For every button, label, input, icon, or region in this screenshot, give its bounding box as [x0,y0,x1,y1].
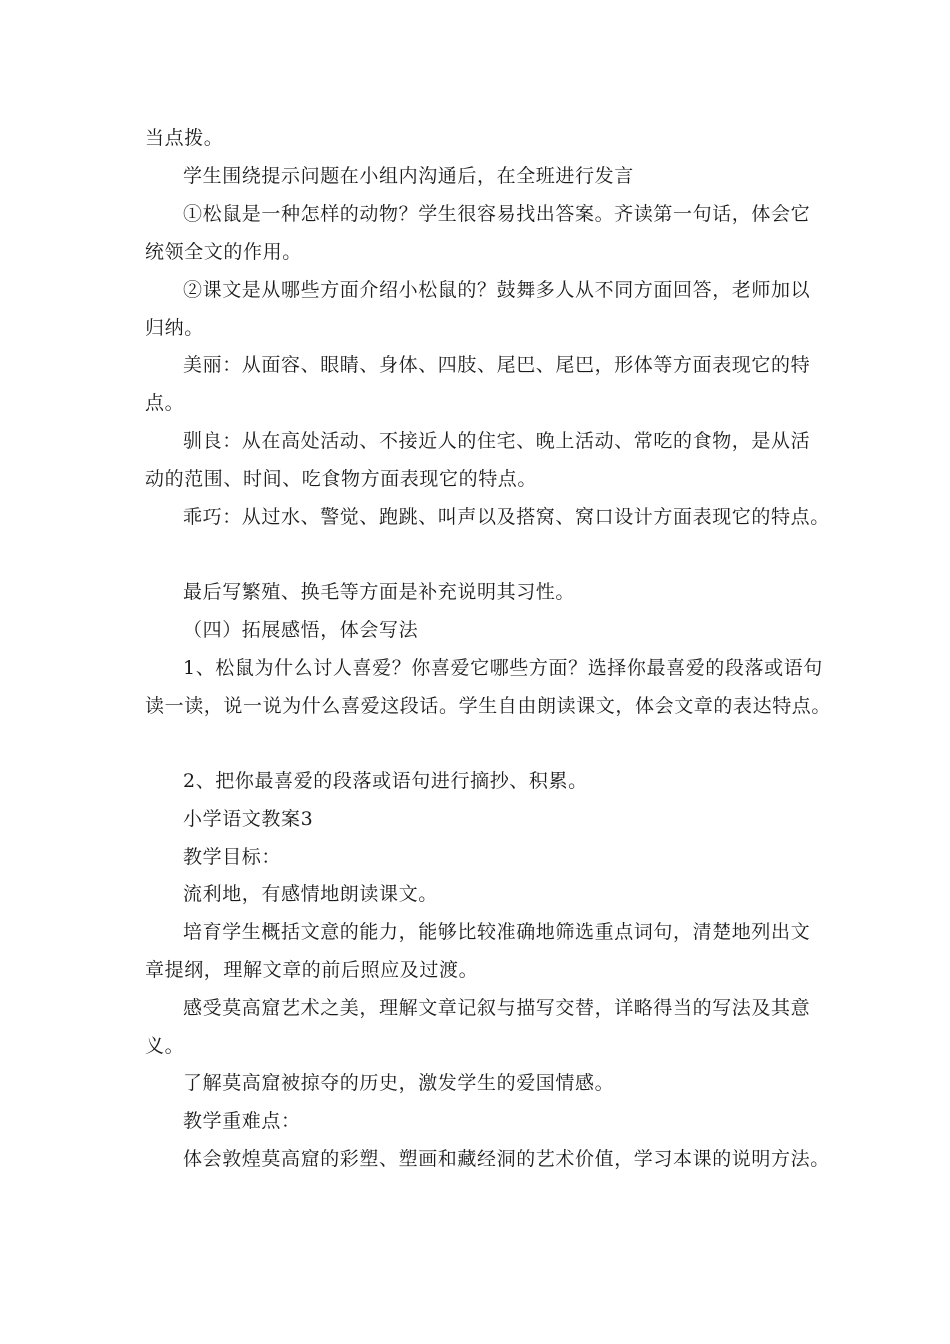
text-line: 美丽：从面容、眼睛、身体、四肢、尾巴、尾巴，形体等方面表现它的特 [183,354,811,376]
text-line: 章提纲，理解文章的前后照应及过渡。 [145,959,479,981]
section-heading: 教学重难点： [183,1110,301,1132]
text-line: 流利地，有感情地朗读课文。 [183,883,438,905]
text-line: 义。 [145,1035,185,1057]
section-heading: （四）拓展感悟，体会写法 [183,619,419,641]
text-line: 2、把你最喜爱的段落或语句进行摘抄、积累。 [183,770,588,792]
text-line: 统领全文的作用。 [145,241,302,263]
text-line: 当点拨。 [145,127,224,149]
section-heading: 小学语文教案3 [183,808,314,830]
text-line: 归纳。 [145,317,204,339]
text-line: 培育学生概括文意的能力，能够比较准确地筛选重点词句，清楚地列出文 [183,921,811,943]
text-line: ①松鼠是一种怎样的动物？学生很容易找出答案。齐读第一句话，体会它 [183,203,811,225]
text-line: 了解莫高窟被掠夺的历史，激发学生的爱国情感。 [183,1072,615,1094]
section-heading: 教学目标： [183,846,282,868]
text-line: 体会敦煌莫高窟的彩塑、塑画和藏经洞的艺术价值，学习本课的说明方法。 [183,1148,830,1170]
text-line: 1、松鼠为什么讨人喜爱？你喜爱它哪些方面？选择你最喜爱的段落或语句 [183,657,823,679]
text-line: 感受莫高窟艺术之美，理解文章记叙与描写交替，详略得当的写法及其意 [183,997,811,1019]
text-line: 乖巧：从过水、警觉、跑跳、叫声以及搭窝、窝口设计方面表现它的特点。 [183,506,830,528]
text-line: 点。 [145,392,185,414]
text-line: 读一读，说一说为什么喜爱这段话。学生自由朗读课文，体会文章的表达特点。 [145,695,832,717]
text-line: 学生围绕提示问题在小组内沟通后，在全班进行发言 [183,165,634,187]
text-line: 动的范围、时间、吃食物方面表现它的特点。 [145,468,538,490]
text-line: 最后写繁殖、换毛等方面是补充说明其习性。 [183,581,576,603]
text-line: ②课文是从哪些方面介绍小松鼠的？鼓舞多人从不同方面回答，老师加以 [183,279,811,301]
text-line: 驯良：从在高处活动、不接近人的住宅、晚上活动、常吃的食物，是从活 [183,430,811,452]
